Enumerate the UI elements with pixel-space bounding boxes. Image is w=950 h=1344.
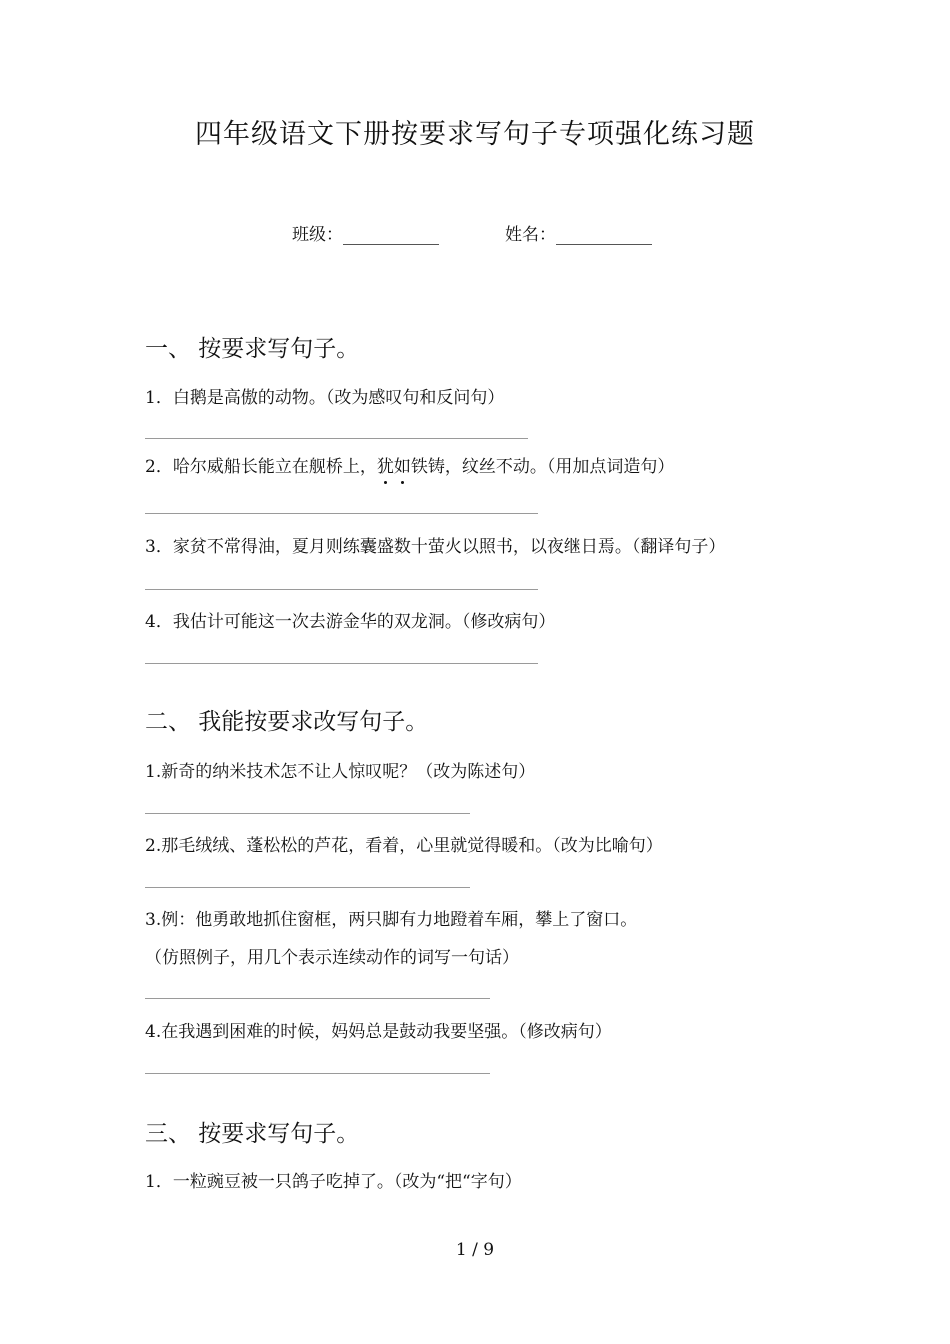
emphasis-dot-char-2: 如	[394, 452, 411, 477]
answer-line[interactable]	[145, 663, 538, 664]
section-3-heading: 三、 按要求写句子。	[145, 1121, 360, 1147]
question-1-2	[145, 452, 674, 477]
question-1-1: 1．白鹅是高傲的动物。（改为感叹句和反问句）	[145, 388, 505, 408]
question-2-3-line1: 3.例：他勇敢地抓住窗框，两只脚有力地蹬着车厢，攀上了窗口。	[145, 910, 638, 930]
question-2-2: 2.那毛绒绒、蓬松松的芦花，看着，心里就觉得暖和。（改为比喻句）	[145, 836, 663, 856]
class-label: 班级：	[292, 225, 343, 245]
answer-line[interactable]	[145, 887, 470, 888]
page-number: 1 / 9	[455, 1240, 495, 1260]
class-blank[interactable]	[343, 227, 439, 245]
emphasis-dot-char-1: 犹	[377, 452, 394, 477]
page-title: 四年级语文下册按要求写句子专项强化练习题	[195, 119, 755, 150]
question-3-1: 1．一粒豌豆被一只鸽子吃掉了。（改为“把“字句）	[145, 1172, 522, 1192]
question-1-2-before: 2．哈尔威船长能立在舰桥上，	[145, 457, 377, 477]
answer-line[interactable]	[145, 1073, 490, 1074]
name-label: 姓名：	[505, 225, 556, 245]
question-1-4: 4．我估计可能这一次去游金华的双龙洞。（修改病句）	[145, 612, 556, 632]
question-2-4: 4.在我遇到困难的时候，妈妈总是鼓动我要坚强。（修改病句）	[145, 1022, 612, 1042]
answer-line[interactable]	[145, 813, 470, 814]
answer-line[interactable]	[145, 998, 490, 999]
class-field	[292, 220, 439, 245]
question-2-1: 1.新奇的纳米技术怎不让人惊叹呢？（改为陈述句）	[145, 762, 536, 782]
answer-line[interactable]	[145, 438, 528, 439]
question-2-3-line2: （仿照例子，用几个表示连续动作的词写一句话）	[145, 948, 519, 968]
answer-line[interactable]	[145, 513, 538, 514]
answer-line[interactable]	[145, 589, 538, 590]
name-field	[505, 220, 652, 245]
question-1-2-after: 铁铸，纹丝不动。（用加点词造句）	[410, 457, 675, 477]
section-1-heading: 一、 按要求写句子。	[145, 336, 360, 362]
question-1-3: 3．家贫不常得油，夏月则练囊盛数十萤火以照书，以夜继日焉。（翻译句子）	[145, 537, 726, 557]
name-blank[interactable]	[556, 227, 652, 245]
section-2-heading: 二、 我能按要求改写句子。	[145, 709, 429, 735]
